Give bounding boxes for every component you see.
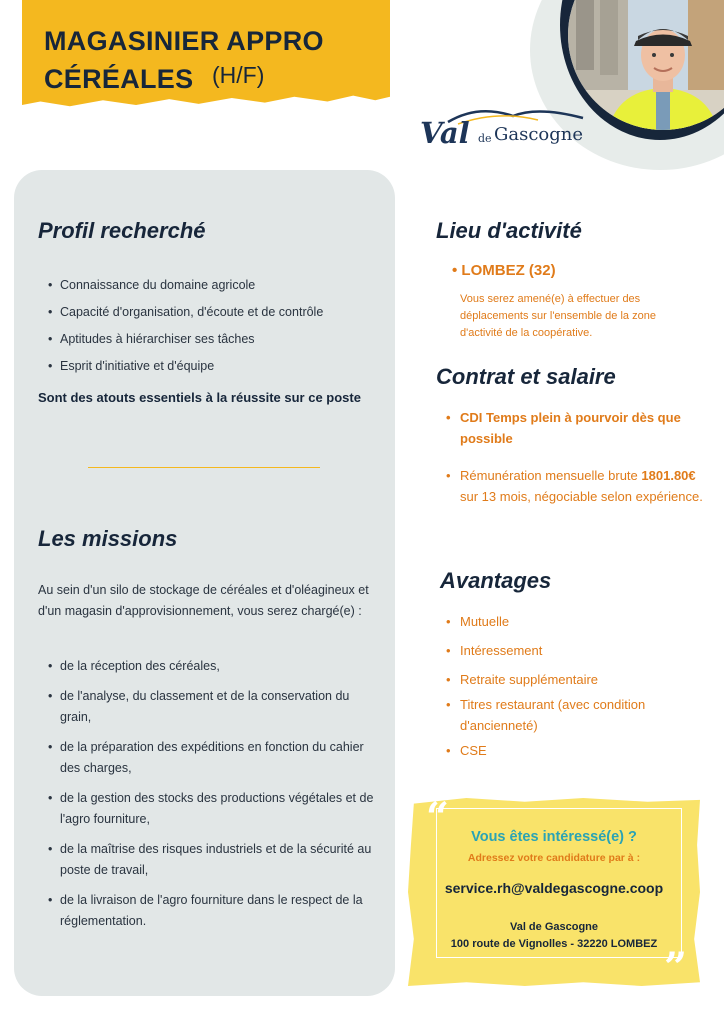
lieu-place: • LOMBEZ (32) xyxy=(452,262,556,279)
avantages-heading: Avantages xyxy=(440,568,552,593)
salary-prefix: Rémunération mensuelle brute xyxy=(460,468,638,483)
contrat-salary xyxy=(446,465,706,507)
list-item: • de la maîtrise des risques industriels et de la sécurité au poste de travail, xyxy=(48,839,378,881)
section-divider xyxy=(88,467,320,468)
list-item: • de la réception des céréales, xyxy=(48,656,378,677)
logo-gascogne: Gascogne xyxy=(494,124,584,145)
list-item: • Mutuelle xyxy=(446,611,696,632)
salary-amount: 1801.80€ xyxy=(641,468,696,483)
list-item: • de la livraison de l'agro fourniture dans le respect de la réglementation. xyxy=(48,890,378,932)
avantages-list xyxy=(446,611,696,761)
contrat-list xyxy=(446,407,706,507)
missions-heading: Les missions xyxy=(38,526,178,551)
job-title-line2: CÉRÉALES xyxy=(44,64,194,94)
job-title-suffix: (H/F) xyxy=(212,62,265,88)
missions-list xyxy=(48,656,378,941)
list-item: • Intéressement xyxy=(446,640,696,661)
logo-de: de xyxy=(478,132,492,145)
title-banner xyxy=(22,0,390,118)
list-item: • de la préparation des expéditions en fonction du cahier des charges, xyxy=(48,737,378,779)
lieu-description: Vous serez amené(e) à effectuer des déplacements sur l'ensemble de la zone d'activité de la coopérative. xyxy=(460,293,656,339)
contact-address: 100 route de Vignolles - 32220 LOMBEZ xyxy=(450,938,658,950)
contrat-type: • CDI Temps plein à pourvoir dès que possible xyxy=(446,407,706,449)
contact-title: Vous êtes intéressé(e) ? xyxy=(471,829,637,845)
profil-conclusion: Sont des atouts essentiels à la réussite sur ce poste xyxy=(38,390,361,405)
quote-close-icon: ” xyxy=(664,944,688,991)
contact-email-link[interactable]: service.rh@valdegascogne.coop xyxy=(444,880,664,896)
list-item: • Retraite supplémentaire xyxy=(446,669,696,690)
company-logo xyxy=(418,102,588,158)
list-item: • de la gestion des stocks des productions végétales et de l'agro fourniture, xyxy=(48,788,378,830)
logo-val: Val xyxy=(420,116,470,150)
profil-heading: Profil recherché xyxy=(38,218,206,243)
contact-organization: Val de Gascogne xyxy=(509,921,599,933)
list-item: • Titres restaurant (avec condition d'ancienneté) xyxy=(446,694,696,736)
lieu-place-text: LOMBEZ (32) xyxy=(461,262,556,279)
missions-intro: Au sein d'un silo de stockage de céréales et d'oléagineux et d'un magasin d'approvisionnement, vous serez chargé(e) : xyxy=(38,583,369,618)
job-title-line1: MAGASINIER APPRO xyxy=(44,26,324,56)
profil-list xyxy=(48,276,388,384)
lieu-heading: Lieu d'activité xyxy=(436,218,582,243)
list-item: • de l'analyse, du classement et de la conservation du grain, xyxy=(48,686,378,728)
quote-open-icon: “ xyxy=(426,794,450,841)
list-item: • Esprit d'initiative et d'équipe xyxy=(48,357,388,375)
contact-subtitle: Adressez votre candidature par à : xyxy=(467,852,641,864)
list-item: • CSE xyxy=(446,740,696,761)
list-item: • Connaissance du domaine agricole xyxy=(48,276,388,294)
list-item: • Aptitudes à hiérarchiser ses tâches xyxy=(48,330,388,348)
contrat-heading: Contrat et salaire xyxy=(436,364,616,389)
list-item: • Capacité d'organisation, d'écoute et de contrôle xyxy=(48,303,388,321)
salary-suffix: sur 13 mois, négociable selon expérience. xyxy=(460,489,703,504)
